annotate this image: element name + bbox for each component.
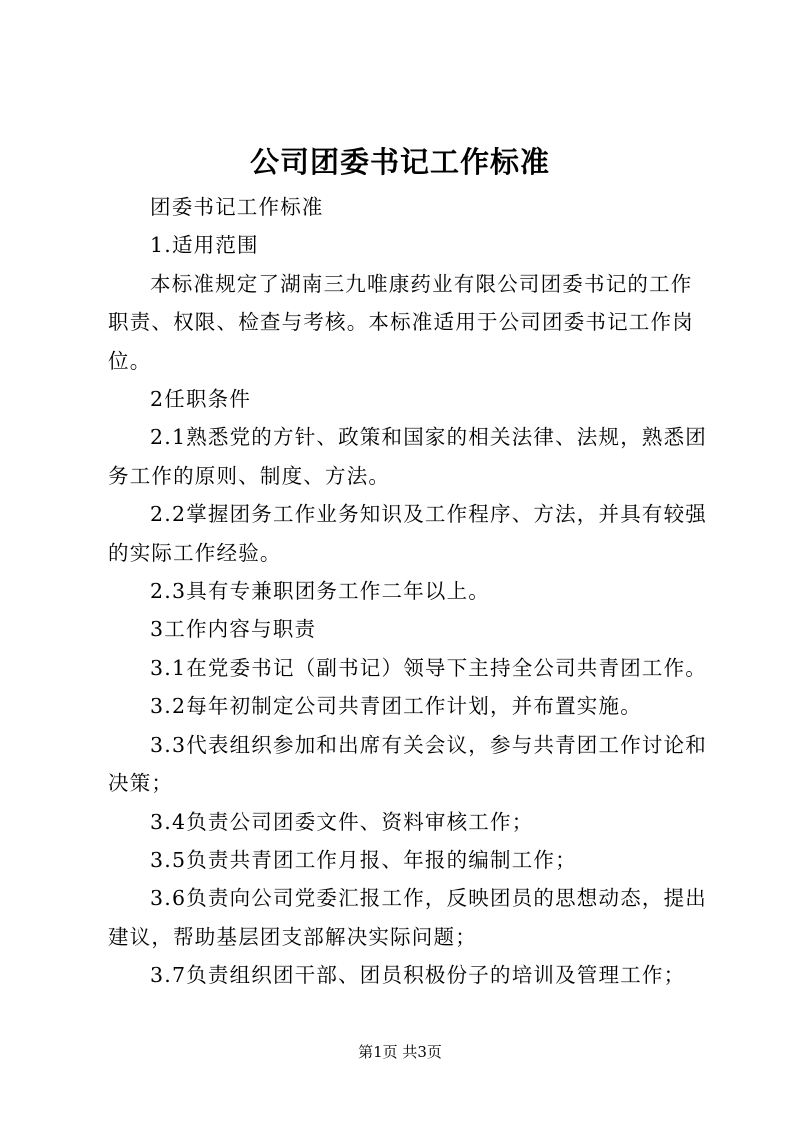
document-body bbox=[108, 188, 708, 995]
paragraph: 2.3具有专兼职团务工作二年以上。 bbox=[150, 579, 491, 604]
paragraph: 团委书记工作标准 bbox=[150, 195, 324, 219]
paragraph: 1.适用范围 bbox=[150, 233, 259, 258]
paragraph: 3.3代表组织参加和出席有关会议，参与共青团工作讨论和决策； bbox=[108, 732, 708, 796]
paragraph: 2.2掌握团务工作业务知识及工作程序、方法，并具有较强的实际工作经验。 bbox=[108, 502, 708, 565]
document-title: 公司团委书记工作标准 bbox=[249, 145, 550, 179]
paragraph: 3.1在党委书记（副书记）领导下主持全公司共青团工作。 bbox=[150, 655, 708, 680]
paragraph: 2.1熟悉党的方针、政策和国家的相关法律、法规，熟悉团务工作的原则、制度、方法。 bbox=[108, 425, 708, 488]
paragraph: 本标准规定了湖南三九唯康药业有限公司团委书记的工作职责、权限、检查与考核。本标准适用于公司团委书记工作岗位。 bbox=[108, 271, 694, 373]
paragraph: 2任职条件 bbox=[150, 387, 252, 412]
paragraph: 3.4负责公司团委文件、资料审核工作； bbox=[150, 809, 534, 834]
paragraph: 3.2每年初制定公司共青团工作计划，并布置实施。 bbox=[150, 694, 642, 719]
paragraph: 3.6负责向公司党委汇报工作，反映团员的思想动态，提出建议，帮助基层团支部解决实际问题； bbox=[108, 886, 708, 949]
paragraph: 3工作内容与职责 bbox=[150, 617, 317, 642]
paragraph: 3.7负责组织团干部、团员积极份子的培训及管理工作； bbox=[150, 963, 686, 988]
page-number-footer: 第1页 共3页 bbox=[358, 1043, 442, 1061]
paragraph: 3.5负责共青团工作月报、年报的编制工作； bbox=[150, 847, 577, 872]
